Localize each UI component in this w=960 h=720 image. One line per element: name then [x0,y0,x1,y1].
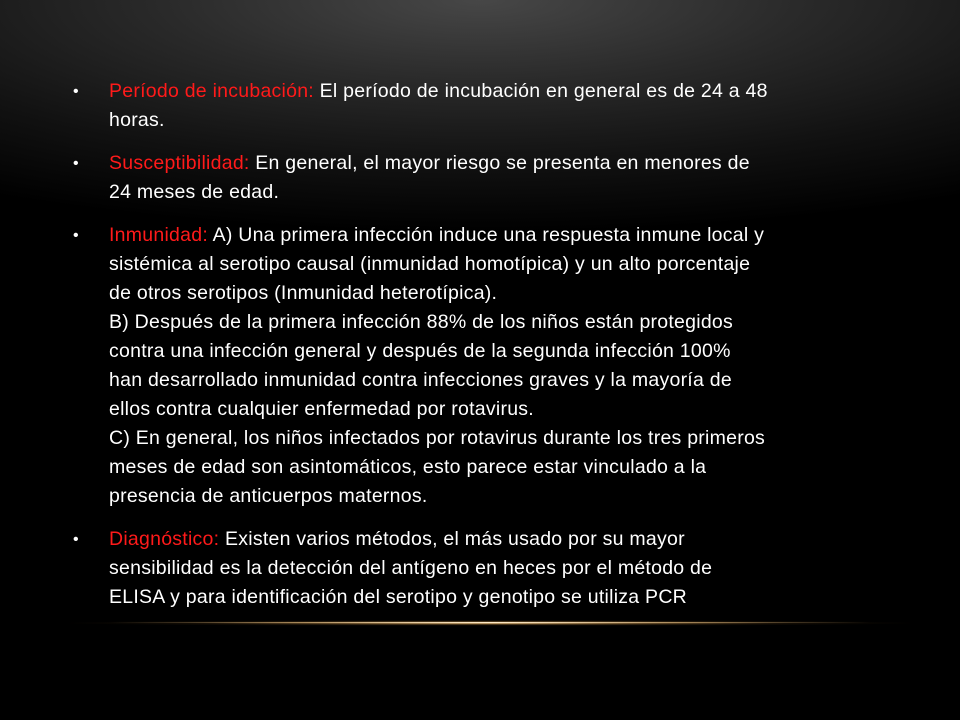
bullet-line: han desarrollado inmunidad contra infecciones graves y la mayoría de [109,369,732,391]
bullet-term: Período de incubación: [109,80,314,102]
bullet-line: meses de edad son asintomáticos, esto parece estar vinculado a la [109,456,707,478]
bullet-text: El período de incubación en general es de 24 a 48 [319,80,768,102]
bullet-term: Diagnóstico: [109,528,220,550]
bullet-susceptibility [71,149,891,207]
bullet-line: presencia de anticuerpos maternos. [109,485,428,507]
bullet-line: 24 meses de edad. [109,181,280,203]
decorative-glow-divider [60,620,920,626]
bullet-line: de otros serotipos (Inmunidad heterotípica). [109,282,498,304]
bullet-text: Existen varios métodos, el más usado por su mayor [224,528,685,550]
bullet-line: C) En general, los niños infectados por rotavirus durante los tres primeros [109,427,766,449]
bullet-line [109,221,891,250]
bullet-incubation [71,77,891,135]
bullet-dot-icon: • [73,531,79,548]
bullet-line: sensibilidad es la detección del antígeno en heces por el método de [109,557,713,579]
bullet-dot-icon: • [73,155,79,172]
bullet-dot-icon: • [73,83,79,100]
bullet-diagnosis [71,525,891,612]
bullet-line [109,77,891,106]
bullet-line [109,149,891,178]
bullet-line: contra una infección general y después de la segunda infección 100% [109,340,731,362]
bullet-term: Inmunidad: [109,224,208,246]
bullet-text: A) Una primera infección induce una respuesta inmune local y [212,224,765,246]
bullet-dot-icon: • [73,227,79,244]
decorative-glow-line [110,622,870,623]
bullet-line: horas. [109,109,165,131]
bullet-term: Susceptibilidad: [109,152,250,174]
bullet-list [71,77,891,626]
bullet-line: sistémica al serotipo causal (inmunidad homotípica) y un alto porcentaje [109,253,751,275]
bullet-line: B) Después de la primera infección 88% de los niños están protegidos [109,311,734,333]
bullet-text: En general, el mayor riesgo se presenta en menores de [255,152,750,174]
bullet-line [109,525,891,554]
bullet-immunity [71,221,891,511]
bullet-line: ellos contra cualquier enfermedad por rotavirus. [109,398,534,420]
bullet-line: ELISA y para identificación del serotipo y genotipo se utiliza PCR [109,586,687,608]
